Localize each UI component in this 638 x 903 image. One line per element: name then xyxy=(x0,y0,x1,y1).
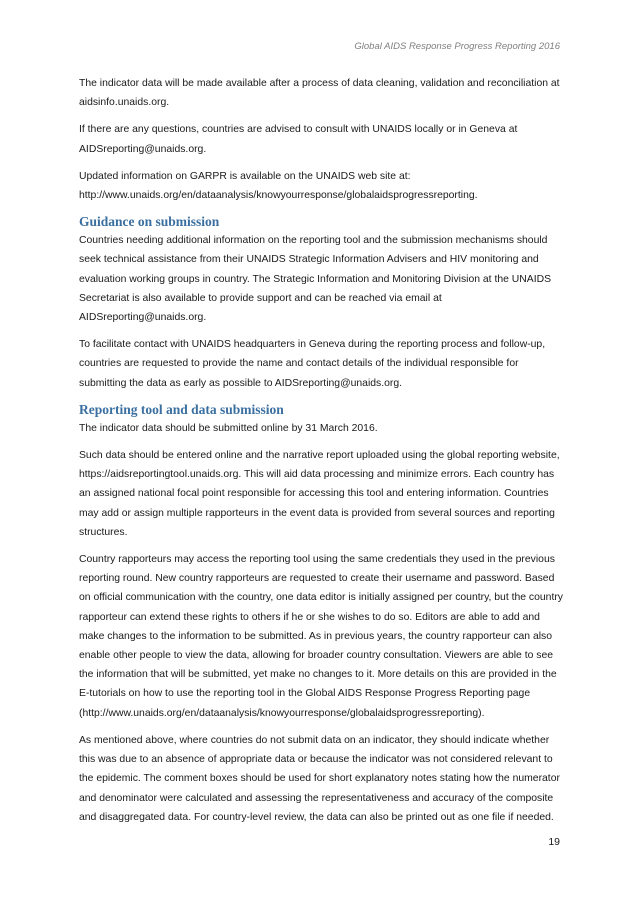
page-number: 19 xyxy=(548,836,560,848)
reporting-paragraph-rapporteurs: Country rapporteurs may access the reporting tool using the same credentials they used in the previous reporting round. New country rapporteurs are requested to create their username and password. Based on official communication with the country, one data editor is initially assigned per country, but the country rapporteur can extend these rights to others if he or she wishes to do so. Editors are able to add and make changes to the information to be submitted. As in previous years, the country rapporteur can also enable other people to view the data, allowing for broader country consultation. Viewers are able to see the information that will be submitted, yet make no changes to it. More details on this are provided in the E-tutorials on how to use the reporting tool in the Global AIDS Response Progress Reporting page (http://www.unaids.org/en/dataanalysis/knowyourresponse/globalaidsprogressreporting). xyxy=(79,554,564,719)
reporting-paragraph-comments: As mentioned above, where countries do not submit data on an indicator, they should indicate whether this was due to an absence of appropriate data or because the indicator was not considered relevant to the epidemic. The comment boxes should be used for short explanatory notes stating how the numerator and denominator were calculated and assessing the representativeness and accuracy of the composite and disaggregated data. For country-level review, the data can also be printed out as one file if needed. xyxy=(79,734,560,823)
reporting-paragraph-online-entry: Such data should be entered online and the narrative report uploaded using the global reporting website, https://aidsreportingtool.unaids.org. This will aid data processing and minimize errors. Each country has an assigned national focal point responsible for accessing this tool and entering information. Countries may add or assign multiple rapporteurs in the event data is provided from several sources and reporting structures. xyxy=(79,450,560,538)
intro-paragraph-website: Updated information on GARPR is available on the UNAIDS web site at: http://www.unaids.org/en/dataanalysis/knowyourresponse/globalaidsprogressreporting. xyxy=(79,170,478,202)
intro-paragraph-data-availability: The indicator data will be made available after a process of data cleaning, validation and reconciliation at aidsinfo.unaids.org. xyxy=(79,78,560,109)
section-heading-guidance: Guidance on submission xyxy=(79,214,220,230)
section-heading-reporting-tool: Reporting tool and data submission xyxy=(79,401,284,417)
reporting-paragraph-deadline: The indicator data should be submitted online by 31 March 2016. xyxy=(79,422,378,434)
running-header: Global AIDS Response Progress Reporting 2016 xyxy=(354,41,560,52)
guidance-paragraph-contact: To facilitate contact with UNAIDS headquarters in Geneva during the reporting process and follow-up, countries are requested to provide the name and contact details of the individual responsible for submitting the data as early as possible to AIDSreporting@unaids.org. xyxy=(79,339,546,389)
page-body xyxy=(79,74,563,835)
intro-paragraph-contact: If there are any questions, countries are advised to consult with UNAIDS locally or in Geneva at AIDSreporting@unaids.org. xyxy=(79,124,518,155)
guidance-paragraph-assistance: Countries needing additional information on the reporting tool and the submission mechanisms should seek technical assistance from their UNAIDS Strategic Information Advisers and HIV monitoring and evaluation working groups in country. The Strategic Information and Monitoring Division at the UNAIDS Secretariat is also available to provide support and can be reached via email at AIDSreporting@unaids.org. xyxy=(79,235,552,324)
